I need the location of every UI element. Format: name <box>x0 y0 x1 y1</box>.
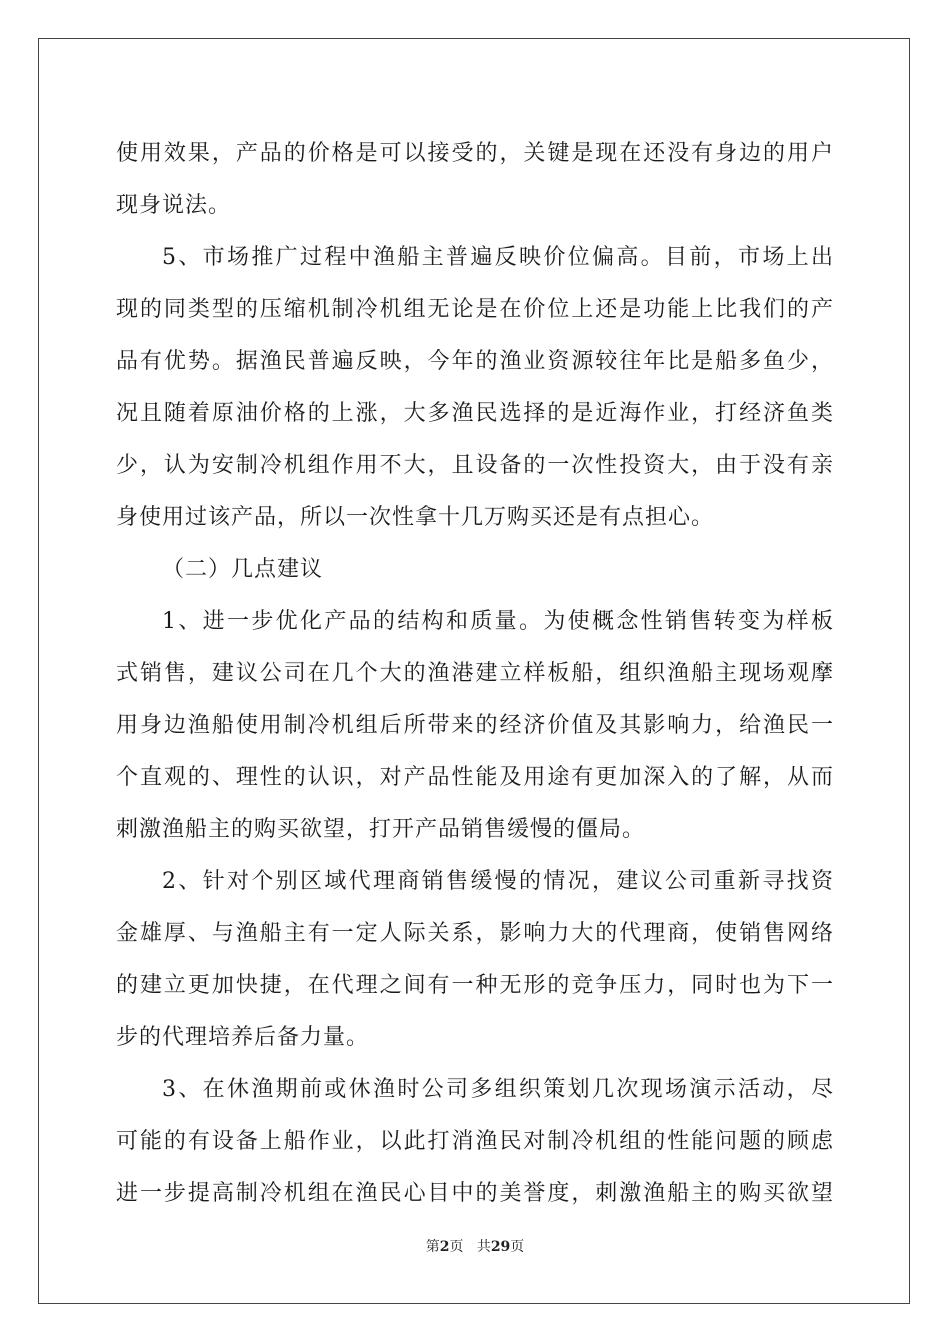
total-suffix: 页 <box>510 1239 525 1255</box>
document-body <box>116 128 834 1220</box>
page-suffix: 页 <box>449 1239 464 1255</box>
text-line: 个直观的、理性的认识，对产品性能及用途有更加深入的了解，从而 <box>116 765 834 790</box>
text-line: 1、进一步优化产品的结构和质量。为使概念性销售转变为样板 <box>162 609 834 634</box>
text-line: 可能的有设备上船作业，以此打消渔民对制冷机组的性能问题的顾虑 <box>116 1129 834 1154</box>
text-line: 3、在休渔期前或休渔时公司多组织策划几次现场演示活动，尽 <box>162 1077 834 1102</box>
text-line: 5、市场推广过程中渔船主普遍反映价位偏高。目前，市场上出 <box>162 245 834 270</box>
text-line: 使用效果，产品的价格是可以接受的，关键是现在还没有身边的用户 <box>116 141 834 166</box>
text-line: 用身边渔船使用制冷机组后所带来的经济价值及其影响力，给渔民一 <box>116 713 834 738</box>
text-line: 现的同类型的压缩机制冷机组无论是在价位上还是功能上比我们的产 <box>116 297 834 322</box>
page-prefix: 第 <box>425 1239 440 1255</box>
text-line: 步的代理培养后备力量。 <box>116 1025 370 1050</box>
total-prefix: 共 <box>476 1239 491 1255</box>
text-line: 金雄厚、与渔船主有一定人际关系，影响力大的代理商，使销售网络 <box>116 921 834 946</box>
text-line: 刺激渔船主的购买欲望，打开产品销售缓慢的僵局。 <box>116 817 646 842</box>
text-line: 身使用过该产品，所以一次性拿十几万购买还是有点担心。 <box>116 505 715 530</box>
text-line: 现身说法。 <box>116 193 232 218</box>
text-line: 品有优势。据渔民普遍反映，今年的渔业资源较往年比是船多鱼少， <box>116 349 834 374</box>
text-line: 2、针对个别区域代理商销售缓慢的情况，建议公司重新寻找资 <box>162 869 834 894</box>
page-number: 2 <box>439 1239 450 1255</box>
total-pages: 29 <box>490 1239 511 1255</box>
text-line: 进一步提高制冷机组在渔民心目中的美誉度，刺激渔船主的购买欲望 <box>116 1181 834 1206</box>
text-line: （二）几点建议 <box>162 557 324 582</box>
text-line: 式销售，建议公司在几个大的渔港建立样板船，组织渔船主现场观摩 <box>116 661 834 686</box>
text-line: 况且随着原油价格的上涨，大多渔民选择的是近海作业，打经济鱼类 <box>116 401 834 426</box>
text-line: 少，认为安制冷机组作用不大，且设备的一次性投资大，由于没有亲 <box>116 453 834 478</box>
text-line: 的建立更加快捷，在代理之间有一种无形的竞争压力，同时也为下一 <box>116 973 834 998</box>
page-footer <box>0 1236 950 1256</box>
